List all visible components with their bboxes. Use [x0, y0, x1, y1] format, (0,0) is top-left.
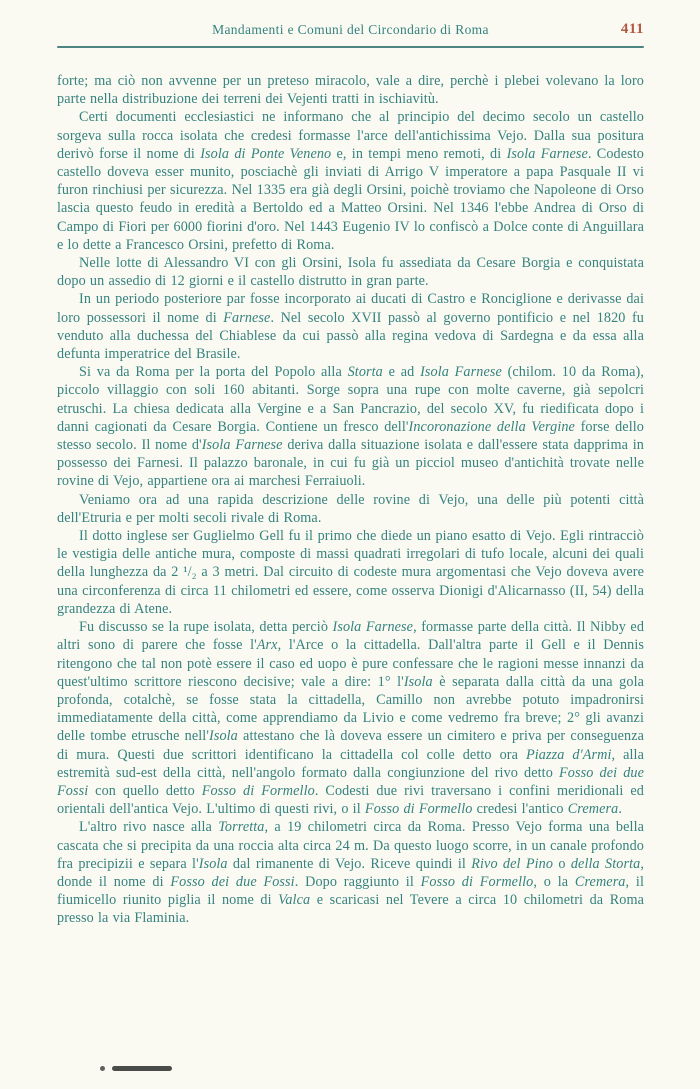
text-run: . Codesto castello doveva esser munito, posciachè gli inviati di Arrigo V imperatore a papa Pasquale II vi furon rinchiusi per sicurezza. Nel 1335 era già degli Orsini, poichè troviamo che Napoleone di Orso lascia questo feudo in eredità a Bertoldo ed a Matteo Orsini. Nel 1346 l'ebbe Andrea di Orso di Campo di Fiori per 6000 fiorini d'oro. Nel 1443 Eugenio IV lo confiscò a Dolce conte di Anguillara e lo dette a Francesco Orsini, prefetto di Roma.: [57, 145, 644, 253]
text-run: , il fiumicello riunito piglia il nome di: [57, 873, 644, 909]
text-run-italic: della Storta: [570, 855, 641, 872]
text-run: , o la: [533, 873, 575, 890]
page-body: [57, 72, 644, 928]
text-run: forte; ma ciò non avvenne per un preteso miracolo, vale a dire, perchè i plebei volevano la loro parte nella distribuzione dei terreni dei Vejenti tratti in ischiavitù.: [57, 73, 644, 108]
text-run-italic: Isola: [403, 673, 433, 690]
paragraph: [57, 818, 644, 927]
paragraph: [57, 290, 644, 363]
ink-smudge-mark: [100, 1066, 172, 1071]
text-run-italic: Arx: [256, 637, 278, 654]
text-run-italic: Isola: [209, 728, 238, 745]
text-run: , donde il nome di: [57, 855, 644, 890]
text-run-italic: Isola di Ponte Veneno: [200, 145, 332, 162]
text-run-italic: Rivo del Pino: [471, 855, 554, 872]
text-run: e, in tempi meno remoti, di: [331, 145, 507, 162]
running-title: Mandamenti e Comuni del Circondario di Roma: [212, 22, 489, 37]
ink-dot: [100, 1066, 105, 1071]
text-run: . Codesti due rivi traversano i confini meridionali ed orientali dell'antica Vejo. L'ultimo di questi rivi, o il: [57, 782, 644, 818]
text-run: Veniamo ora ad una rapida descrizione delle rovine di Vejo, una delle più potenti città dell'Etruria e per molti secoli rivale di Roma.: [57, 491, 644, 526]
text-run: deriva dalla situazione isolata e dall'essere stata dapprima in possesso dei Farnesi. Il palazzo baronale, in cui fu già un picciol museo d'antichità trovate nelle rovine di Vejo, appartiene ora ai marchesi Ferraiuoli.: [57, 437, 644, 490]
text-run: Fu discusso se la rupe isolata, detta perciò: [79, 619, 333, 636]
text-run-italic: Torretta: [218, 819, 265, 836]
text-run: . Nel secolo XVII passò al governo pontificio e nel 1820 fu venduto alla duchessa del Chiablese da cui passò alla regina vedova di Sardegna e da essa alla defunta imperatrice del Brasile.: [57, 309, 644, 363]
text-run-italic: Valca: [278, 892, 311, 909]
text-run-italic: Incoronazione della Vergine: [408, 418, 575, 435]
text-run: .: [618, 801, 623, 818]
text-run: (chilom. 10 da Roma), piccolo villaggio con soli 160 abitanti. Sorge sopra una rupe con molte caverne, già sepolcri etruschi. La chiesa dedicata alla Vergine e a San Pancrazio, del secolo XV, fu riedificata dopo i danni cagionati da Cesare Borgia. Contiene un fresco dell': [57, 364, 644, 435]
page-number: 411: [620, 21, 644, 37]
text-run-italic: Fosso dei due Fossi: [57, 764, 645, 799]
header-rule: [57, 46, 644, 48]
paragraph: [57, 72, 644, 108]
paragraph: [57, 618, 644, 818]
text-run: dal rimanente di Vejo. Riceve quindi il: [227, 855, 472, 872]
text-run-italic: Piazza d'Armi: [525, 746, 612, 763]
text-run-italic: Isola: [198, 855, 228, 872]
text-run-italic: Isola Farnese: [506, 145, 588, 162]
text-run: forse dello stesso secolo. Il nome d': [57, 418, 644, 454]
text-run: In un periodo posteriore par fosse incorporato ai ducati di Castro e Ronciglione e derivasse dai loro possessori il nome di: [57, 291, 644, 326]
text-run: L'altro rivo nasce alla: [79, 819, 219, 836]
text-run: , formasse parte della città. Il Nibby ed altri sono di parere che fosse l': [57, 619, 645, 654]
text-run-italic: Fosso di Formello: [420, 873, 534, 890]
text-run: , a 19 chilometri circa da Roma. Presso Vejo forma una bella cascata che si precipita da una roccia alta circa 24 m. Da questo luogo scorre, in un canale profondo fra precipizii e separa l': [57, 819, 645, 872]
text-run-italic: Cremera: [574, 873, 626, 890]
paragraph: [57, 363, 644, 490]
paragraph: [57, 254, 644, 290]
text-run: o: [553, 855, 571, 872]
text-run: Certi documenti ecclesiastici ne informano che al principio del decimo secolo un castello sorgeva sulla rocca isolata che credesi formasse l'arce dell'antichissima Vejo. Dalla sua positura derivò forse il nome di: [57, 109, 644, 162]
text-run-italic: Isola Farnese: [420, 364, 502, 381]
text-run: attestano che là doveva essere un cimitero e priva per conseguenza di mura. Questi due scrittori identificano la cittadella col colle detto ora: [57, 728, 644, 763]
text-run: e scaricasi nel Tevere a circa 10 chilometri da Roma presso la via Flaminia.: [57, 892, 644, 927]
text-run: . Dopo raggiunto il: [294, 873, 421, 890]
text-run: con quello detto: [88, 782, 202, 799]
text-run-italic: Fosso di Formello: [201, 782, 315, 799]
text-run-italic: Isola Farnese: [332, 619, 414, 636]
text-run-italic: Storta: [347, 364, 383, 381]
text-run-italic: Farnese: [223, 309, 271, 326]
text-run: Si va da Roma per la porta del Popolo alla: [79, 364, 348, 381]
text-run-italic: Fosso dei due Fossi: [170, 873, 295, 890]
ink-dash: [112, 1066, 172, 1071]
text-run: , alla estremità sud-est della città, nell'angolo formato dalla congiunzione del rivo detto: [57, 746, 644, 781]
text-run: , l'Arce o la cittadella. Dall'altra parte il Gell e il Dennis ritengono che tal non potè essere il caso ed uopo è pure confessare che le ragioni messe innanzi da quest'ultimo scrittore riescono decisive; vale a dire: 1° l': [57, 637, 645, 690]
text-run: Nelle lotte di Alessandro VI con gli Orsini, Isola fu assediata da Cesare Borgia e conquistata dopo un assedio di 12 giorni e il castello distrutto in gran parte.: [57, 255, 644, 290]
text-run-italic: Fosso di Formello: [364, 801, 473, 818]
text-run: è separata dalla città da una gola profonda, cotalchè, se fosse stata la cittadella, Camillo non avrebbe potuto impadronirsi immediatamente della città, come apprendiamo da Livio e come vedremo fra breve; 2° gli avanzi delle tombe etrusche nell': [57, 673, 645, 745]
paragraph: [57, 491, 644, 527]
text-run: e ad: [382, 364, 421, 381]
paragraph: [57, 108, 644, 254]
text-run-italic: Cremera: [567, 801, 619, 818]
text-run-italic: Isola Farnese: [201, 437, 283, 454]
text-run: Il dotto inglese ser Guglielmo Gell fu il primo che diede un piano esatto di Vejo. Egli rintracciò le vestigia delle antiche mura, composte di massi quadrati irregolari di tufo locale, alcuni dei quali della lunghezza da 2 ¹/₂ a 3 metri. Dal circuito di codeste mura argomentasi che Vejo doveva avere una circonferenza di circa 11 chilometri ed essere, come osserva Dionigi d'Alicarnasso (II, 54) della grandezza di Atene.: [57, 528, 644, 617]
text-run: credesi l'antico: [472, 801, 568, 818]
page-header: [57, 22, 644, 42]
paragraph: [57, 527, 644, 618]
